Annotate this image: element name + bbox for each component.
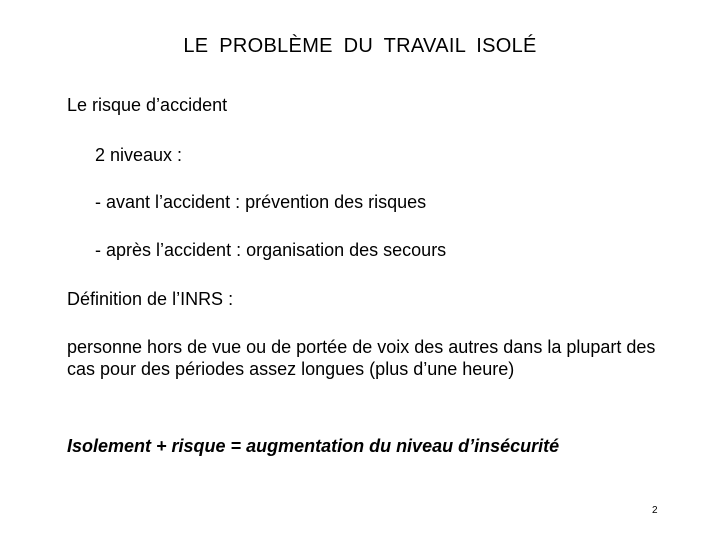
slide-title: LE PROBLÈME DU TRAVAIL ISOLÉ [183,35,537,57]
definition-heading: Définition de l’INRS : [67,289,234,309]
level-item-apres: - après l’accident : organisation des secours [95,240,447,260]
conclusion-statement: Isolement + risque = augmentation du niveau d’insécurité [67,436,560,456]
level-item-avant: - avant l’accident : prévention des risques [95,192,427,212]
definition-text: personne hors de vue ou de portée de voix des autres dans la plupart des cas pour des périodes assez longues (plus d’une heure) [67,337,656,379]
levels-intro: 2 niveaux : [95,145,183,165]
subtitle-risque: Le risque d’accident [67,95,228,115]
page-number: 2 [652,505,658,516]
